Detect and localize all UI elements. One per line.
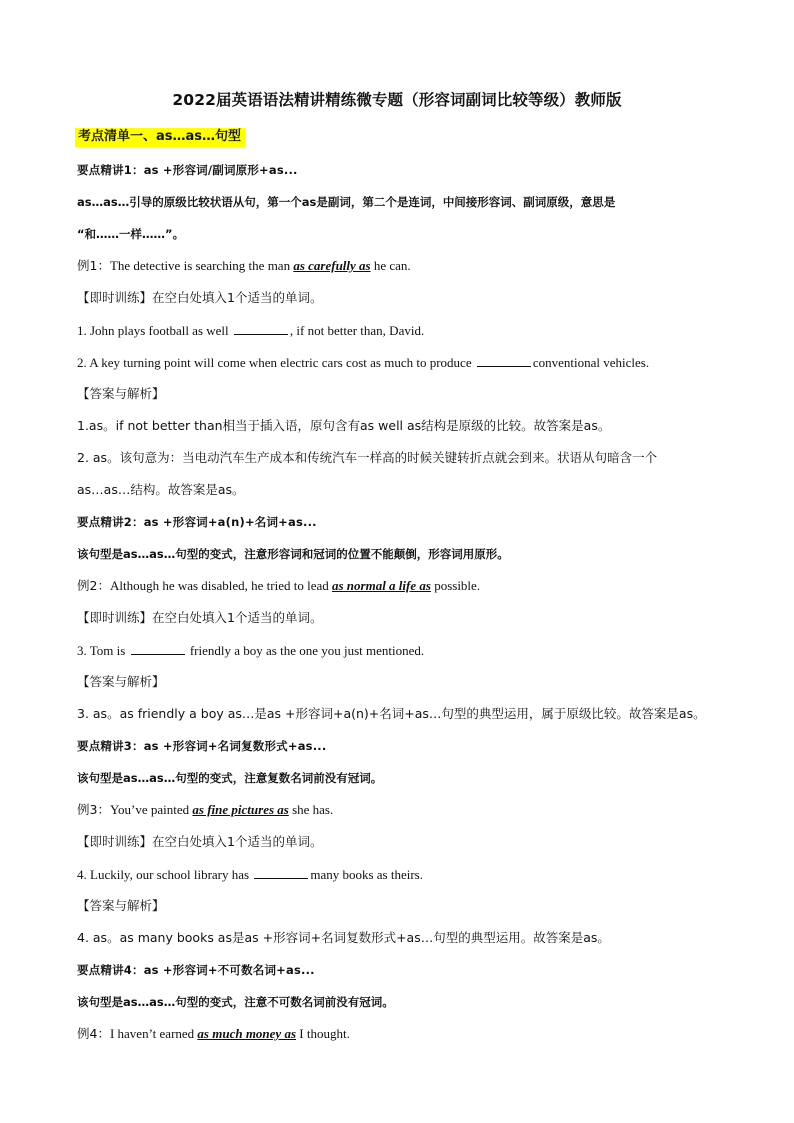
point-heading-4: 要点精讲4：as +形容词+不可数名词+as... [77,963,315,977]
answer-heading: 【答案与解析】 [77,898,165,913]
section-heading: 考点清单一、as…as…句型 [75,128,245,147]
example-3 [77,802,333,818]
example-text: she has. [288,802,334,817]
example-label: 例4： [77,1026,110,1041]
answer-blank [477,354,531,367]
answer-2b: as…as…结构。故答案是as。 [77,482,245,497]
question-1 [77,322,424,339]
answer-3: 3. as。as friendly a boy as…是as +形容词+a(n)+名词+as…句型的典型运用，属于原级比较。故答案是as。 [77,706,706,721]
example-text: possible. [430,578,481,593]
example-1 [77,258,411,274]
point-desc-1a: as…as…引导的原级比较状语从句，第一个as是副词，第二个是连词，中间接形容词、副词原级，意思是 [77,195,616,209]
example-highlight: as fine pictures as [192,802,289,817]
example-text: The detective is searching the man [109,258,294,273]
example-label: 例2： [77,578,110,593]
answer-heading: 【答案与解析】 [77,386,165,401]
example-highlight: as much money as [197,1026,297,1041]
training-heading: 【即时训练】在空白处填入1个适当的单词。 [77,834,323,849]
question-2 [77,354,649,371]
example-label: 例1： [77,258,110,273]
example-highlight: as carefully as [293,258,371,273]
point-desc-4: 该句型是as…as…句型的变式，注意不可数名词前没有冠词。 [77,995,394,1009]
question-4 [77,866,423,883]
question-text: friendly a boy as the one you just mentioned. [186,643,425,658]
question-text: 4. Luckily, our school library has [77,867,253,882]
example-text: he can. [370,258,411,273]
point-desc-2: 该句型是as…as…句型的变式，注意形容词和冠词的位置不能颠倒，形容词用原形。 [77,547,509,561]
point-desc-1b: “和……一样……”。 [77,227,185,241]
question-text: many books as theirs. [310,867,423,882]
question-3 [77,642,424,659]
training-heading: 【即时训练】在空白处填入1个适当的单词。 [77,610,323,625]
example-text: You’ve painted [109,802,193,817]
example-text: I haven’t earned [109,1026,198,1041]
answer-1: 1.as。if not better than相当于插入语，原句含有as well as结构是原级的比较。故答案是as。 [77,418,611,433]
page-title: 2022届英语语法精讲精练微专题（形容词副词比较等级）教师版 [172,91,622,109]
example-highlight: as normal a life as [331,578,431,593]
answer-blank [254,866,308,879]
answer-heading: 【答案与解析】 [77,674,165,689]
point-heading-3: 要点精讲3：as +形容词+名词复数形式+as... [77,739,327,753]
question-text: , if not better than, David. [289,323,425,338]
point-heading-1: 要点精讲1：as +形容词/副词原形+as... [77,163,298,177]
question-text: conventional vehicles. [532,355,650,370]
training-heading: 【即时训练】在空白处填入1个适当的单词。 [77,290,323,305]
example-2 [77,578,480,594]
answer-blank [234,322,288,335]
point-heading-2: 要点精讲2：as +形容词+a(n)+名词+as... [77,515,317,529]
answer-2a: 2. as。该句意为：当电动汽车生产成本和传统汽车一样高的时候关键转折点就会到来。状语从句暗含一个 [77,450,658,465]
question-text: 2. A key turning point will come when electric cars cost as much to produce [77,355,475,370]
answer-blank [131,642,185,655]
point-desc-3: 该句型是as…as…句型的变式，注意复数名词前没有冠词。 [77,771,383,785]
question-text: 1. John plays football as well [77,323,232,338]
question-text: 3. Tom is [77,643,129,658]
example-text: I thought. [296,1026,350,1041]
example-4 [77,1026,350,1042]
example-label: 例3： [77,802,110,817]
example-text: Although he was disabled, he tried to lead [109,578,332,593]
answer-4: 4. as。as many books as是as +形容词+名词复数形式+as…句型的典型运用。故答案是as。 [77,930,610,945]
